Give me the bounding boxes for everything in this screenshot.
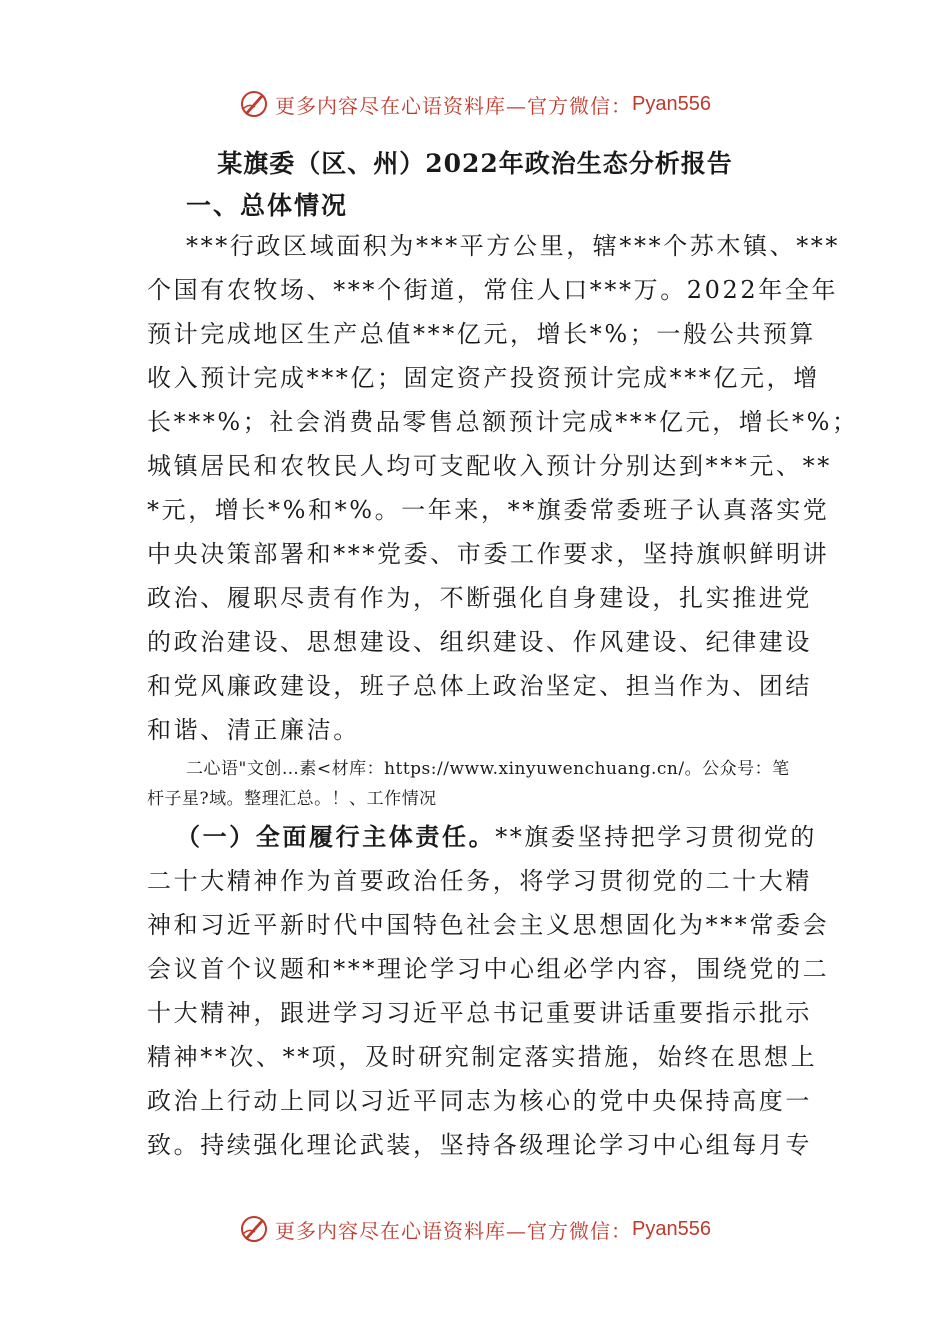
- paragraph-line: 长***%；社会消费品零售总额预计完成***亿元，增长*%；: [147, 408, 859, 436]
- paragraph-line: 城镇居民和农牧民人均可支配收入预计分别达到***元、**: [147, 452, 832, 480]
- quill-circle-logo-icon: [239, 1214, 269, 1244]
- paragraph-line: 神和习近平新时代中国特色社会主义思想固化为***常委会: [147, 911, 830, 939]
- banner-text: 更多内容尽在心语资料库—官方微信：: [275, 93, 633, 118]
- paragraph-line: 收入预计完成***亿；固定资产投资预计完成***亿元，增: [147, 364, 820, 392]
- document-title: 某旗委（区、州）2022年政治生态分析报告: [217, 149, 733, 178]
- paragraph-line: 和谐、清正廉洁。: [147, 716, 360, 744]
- banner-wechat-id: Pyan556: [632, 1217, 711, 1240]
- subsection-first-line: [176, 822, 817, 852]
- paragraph-line: 十大精神，跟进学习习近平总书记重要讲话重要指示批示: [147, 999, 812, 1027]
- paragraph-line: 政治上行动上同以习近平同志为核心的党中央保持高度一: [147, 1087, 812, 1115]
- banner-text: 更多内容尽在心语资料库—官方微信：: [275, 1218, 633, 1243]
- subsection-first-line-text: **旗委坚持把学习贯彻党的: [495, 823, 818, 851]
- paragraph-line: 中央决策部署和***党委、市委工作要求，坚持旗帜鲜明讲: [147, 540, 830, 568]
- watermark-text-line: 杆子星?域。整理汇总。！、工作情况: [147, 789, 437, 809]
- banner-wechat-id: Pyan556: [632, 92, 711, 115]
- paragraph-line: 预计完成地区生产总值***亿元，增长*%；一般公共预算: [147, 320, 817, 348]
- paragraph-line: 精神**次、**项，及时研究制定落实措施，始终在思想上: [147, 1043, 818, 1071]
- paragraph-line: ***行政区域面积为***平方公里，辖***个苏木镇、***: [186, 232, 840, 260]
- paragraph-line: 致。持续强化理论武装，坚持各级理论学习中心组每月专: [147, 1131, 812, 1159]
- quill-circle-logo-icon: [239, 89, 269, 119]
- header-banner: [0, 84, 950, 124]
- subsection-heading: （一）全面履行主体责任。: [176, 822, 496, 851]
- paragraph-line: 的政治建设、思想建设、组织建设、作风建设、纪律建设: [147, 628, 812, 656]
- footer-banner: [0, 1209, 950, 1249]
- paragraph-line: *元，增长*%和*%。一年来，**旗委常委班子认真落实党: [147, 496, 830, 524]
- paragraph-line: 个国有农牧场、***个街道，常住人口***万。2022年全年: [147, 276, 839, 304]
- watermark-text-line: 二心语"文创…素<材库：https://www.xinyuwenchuang.cn/。公众号：笔: [186, 759, 790, 779]
- paragraph-line: 二十大精神作为首要政治任务，将学习贯彻党的二十大精: [147, 867, 812, 895]
- paragraph-line: 会议首个议题和***理论学习中心组必学内容，围绕党的二: [147, 955, 830, 983]
- paragraph-line: 政治、履职尽责有作为，不断强化自身建设，扎实推进党: [147, 584, 812, 612]
- paragraph-line: 和党风廉政建设，班子总体上政治坚定、担当作为、团结: [147, 672, 812, 700]
- section-heading: 一、总体情况: [186, 191, 349, 220]
